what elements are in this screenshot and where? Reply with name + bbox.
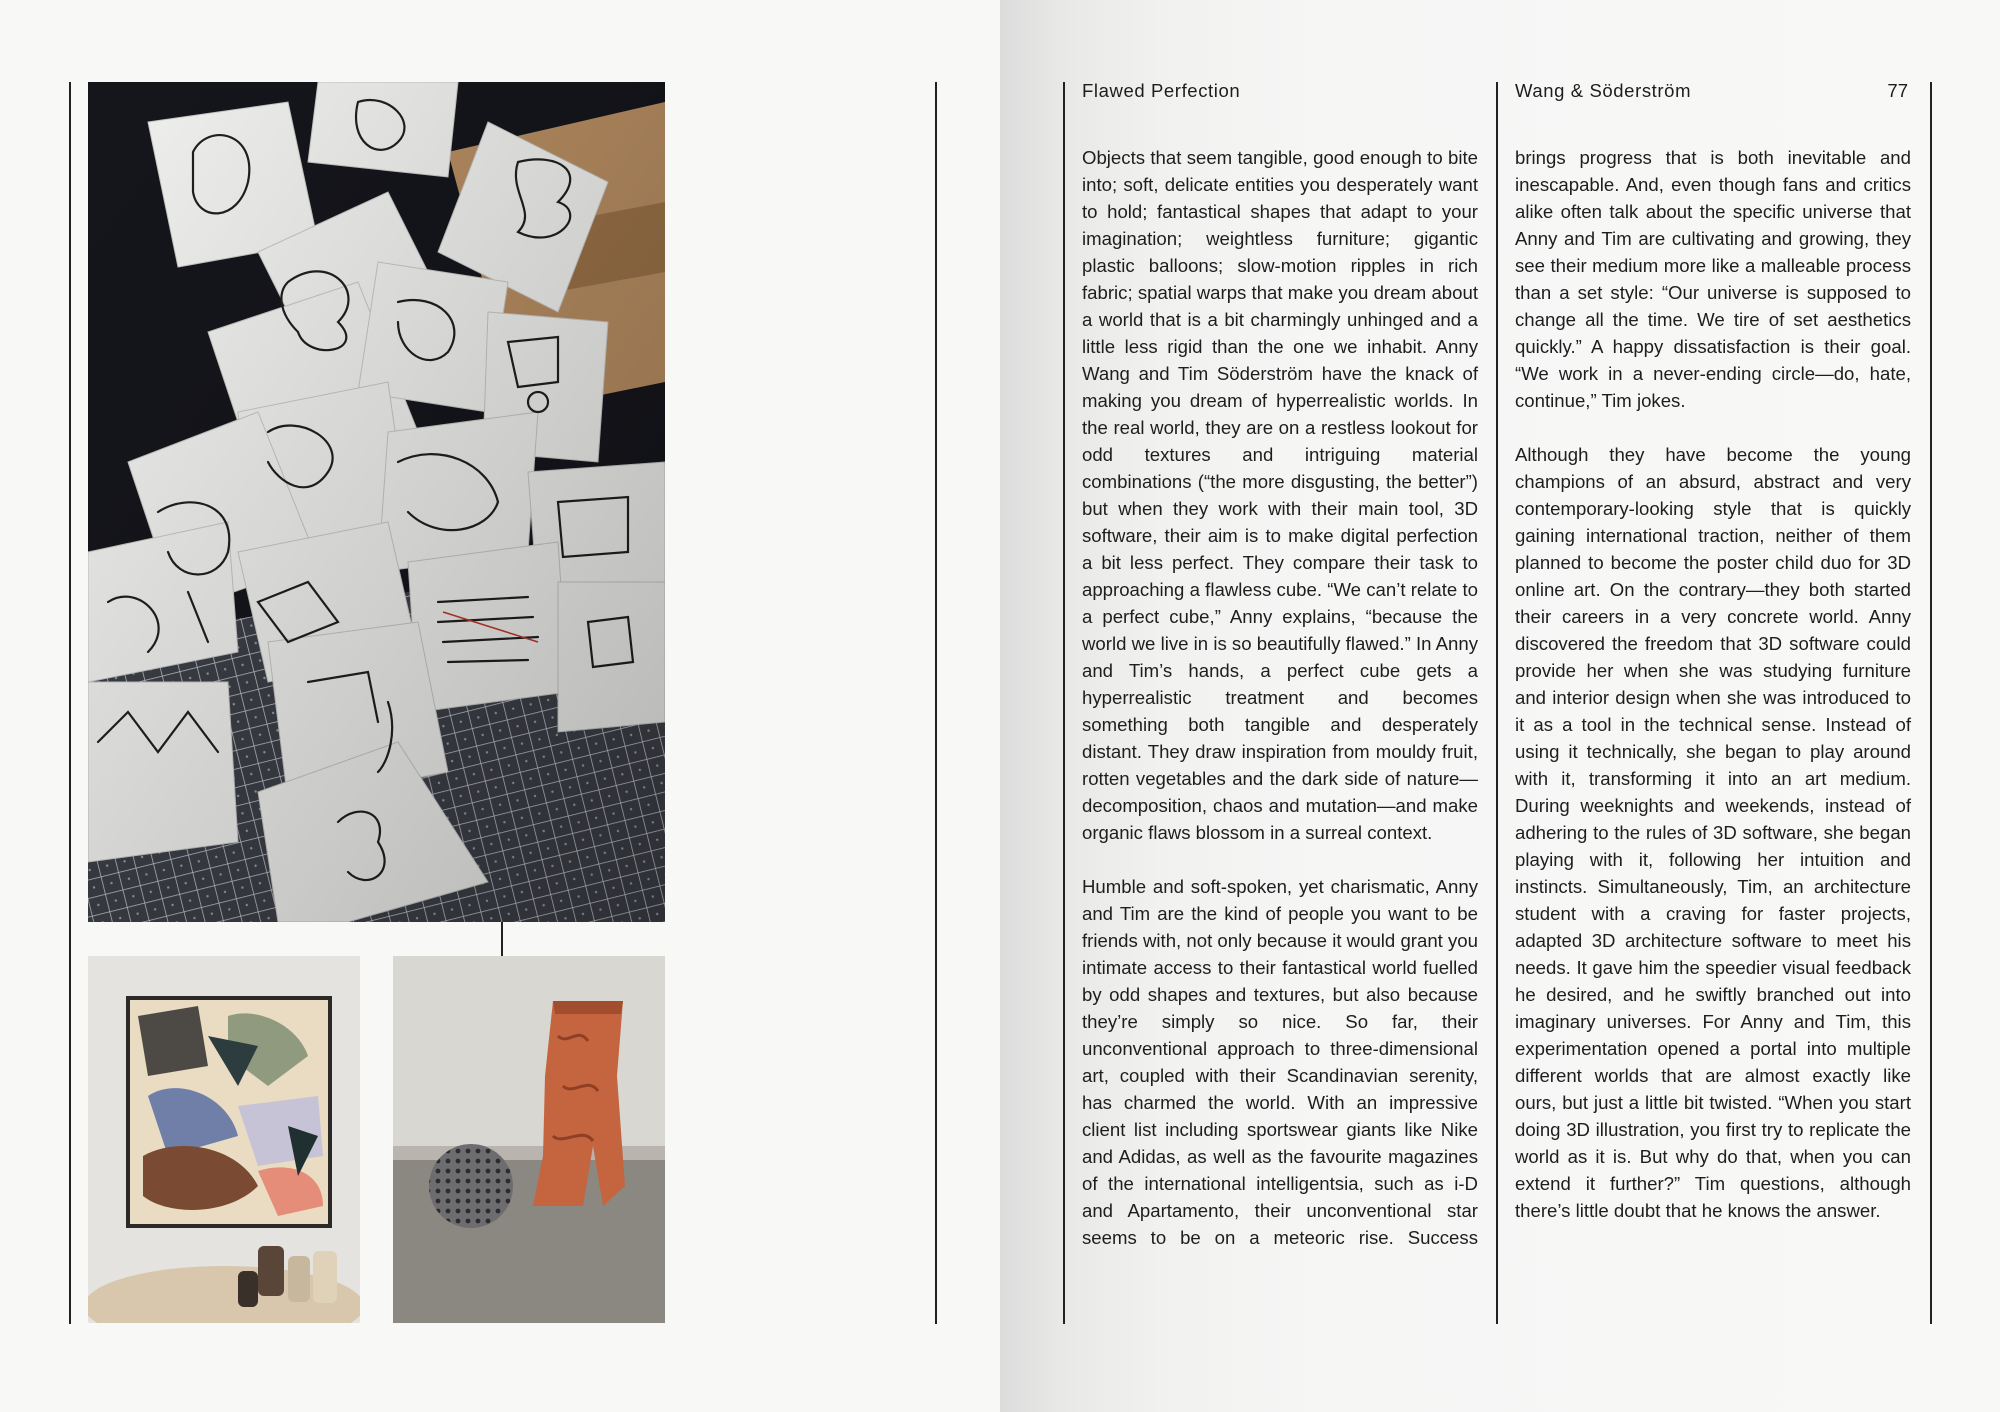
paragraph: Although they have become the young champions of an absurd, abstract and very contemporary-looking style that is quickly gaining international traction, neither of them planned to become the poster child duo for 3D online art. On the contrary—they both started their careers in a very concrete world. Anny discovered the freedom that 3D software could provide her when she was studying furniture and interior design when she was introduced to it as a tool in the technical sense. Instead of using it technically, she began to play around with it, transforming it into an art medium. During weeknights and weekends, instead of adhering to the rules of 3D software, she began playing with it, following her intuition and instincts. Simultaneously, Tim, an architecture student with a craving for faster projects, adapted 3D architecture software to meet his needs. It gave him the speedier visual feedback he desired, and he swiftly branched out into imaginary universes. For Anny and Tim, this experimentation opened a portal into multiple different worlds that are almost exactly like ours, but just a little bit twisted. “When you start doing 3D illustration, you first try to replicate the world as it is. But why do that, when you can extend it further?” Tim questions, although there’s little doubt that he knows the answer.: [1515, 444, 1911, 1221]
right-gutter-rule: [1063, 82, 1065, 1324]
left-gutter-rule: [935, 82, 937, 1324]
photo-connector-rule: [501, 922, 503, 956]
sketches-photo: [88, 82, 665, 922]
sketches-photo-icon: [88, 82, 665, 922]
page-number: 77: [1887, 80, 1908, 101]
paragraph: Humble and soft-spoken, yet charismatic, Anny and Tim are the kind of people you want to be friends with, not only because it would grant you intimate access to their fantastical world fuelled by odd shapes and textures, but also because they’re simply so nice. So far, their unconventional approach to three-dimensional art, coupled with their Scandinavian serenity, has charmed the world. With an impressive client list including sportswear giants like Nike and Adidas, as well as the favourite magazines of the international intelligentsia, such as i-D and Apartamento, their unconventional star seems to be on a meteoric rise. Success: [1082, 876, 1478, 1248]
abstract-painting-photo-icon: [88, 956, 360, 1323]
paragraph: brings progress that is both inevitable and inescapable. And, even though fans and critics alike often talk about the specific universe that Anny and Tim are cultivating and growing, they see their medium more like a malleable process than a set style: “Our universe is supposed to change all the time. We tire of set aesthetics quickly.” A happy dissatisfaction is their goal. “We work in a never-ending circle—do, hate, continue,” Tim jokes.: [1515, 147, 1911, 411]
sculptures-photo-icon: [393, 956, 665, 1323]
abstract-painting-photo: [88, 956, 360, 1323]
running-head-left: Flawed Perfection: [1082, 80, 1241, 101]
running-head-right: Wang & Söderström: [1515, 80, 1692, 101]
column-divider-rule: [1496, 82, 1498, 1324]
sculptures-photo: [393, 956, 665, 1323]
body-column-2: [1515, 144, 1911, 1224]
right-margin-rule: [1930, 82, 1932, 1324]
right-page: [1000, 0, 2000, 1412]
left-margin-rule: [69, 82, 71, 1324]
paragraph: Objects that seem tangible, good enough to bite into; soft, delicate entities you desperately want to hold; fantastical shapes that adapt to your imagination; weightless furniture; gigantic plastic balloons; slow-motion ripples in rich fabric; spatial warps that make you dream about a world that is a bit charmingly unhinged and a little less rigid than the one we inhabit. Anny Wang and Tim Söderström have the knack of making you dream of hyperrealistic worlds. In the real world, they are on a restless lookout for odd textures and intriguing material combinations (“the more disgusting, the better”) but when they work with their main tool, 3D software, their aim is to make digital perfection a bit less perfect. They compare their task to approaching a flawless cube. “We can’t relate to a perfect cube,” Anny explains, “because the world we live in is so beautifully flawed.” In Anny and Tim’s hands, a perfect cube gets a hyperrealistic treatment and becomes something both tangible and desperately distant. They draw inspiration from mouldy fruit, rotten vegetables and the dark side of nature—decomposition, chaos and mutation—and make organic flaws blossom in a surreal context.: [1082, 147, 1478, 843]
body-column-1: [1082, 144, 1478, 1251]
